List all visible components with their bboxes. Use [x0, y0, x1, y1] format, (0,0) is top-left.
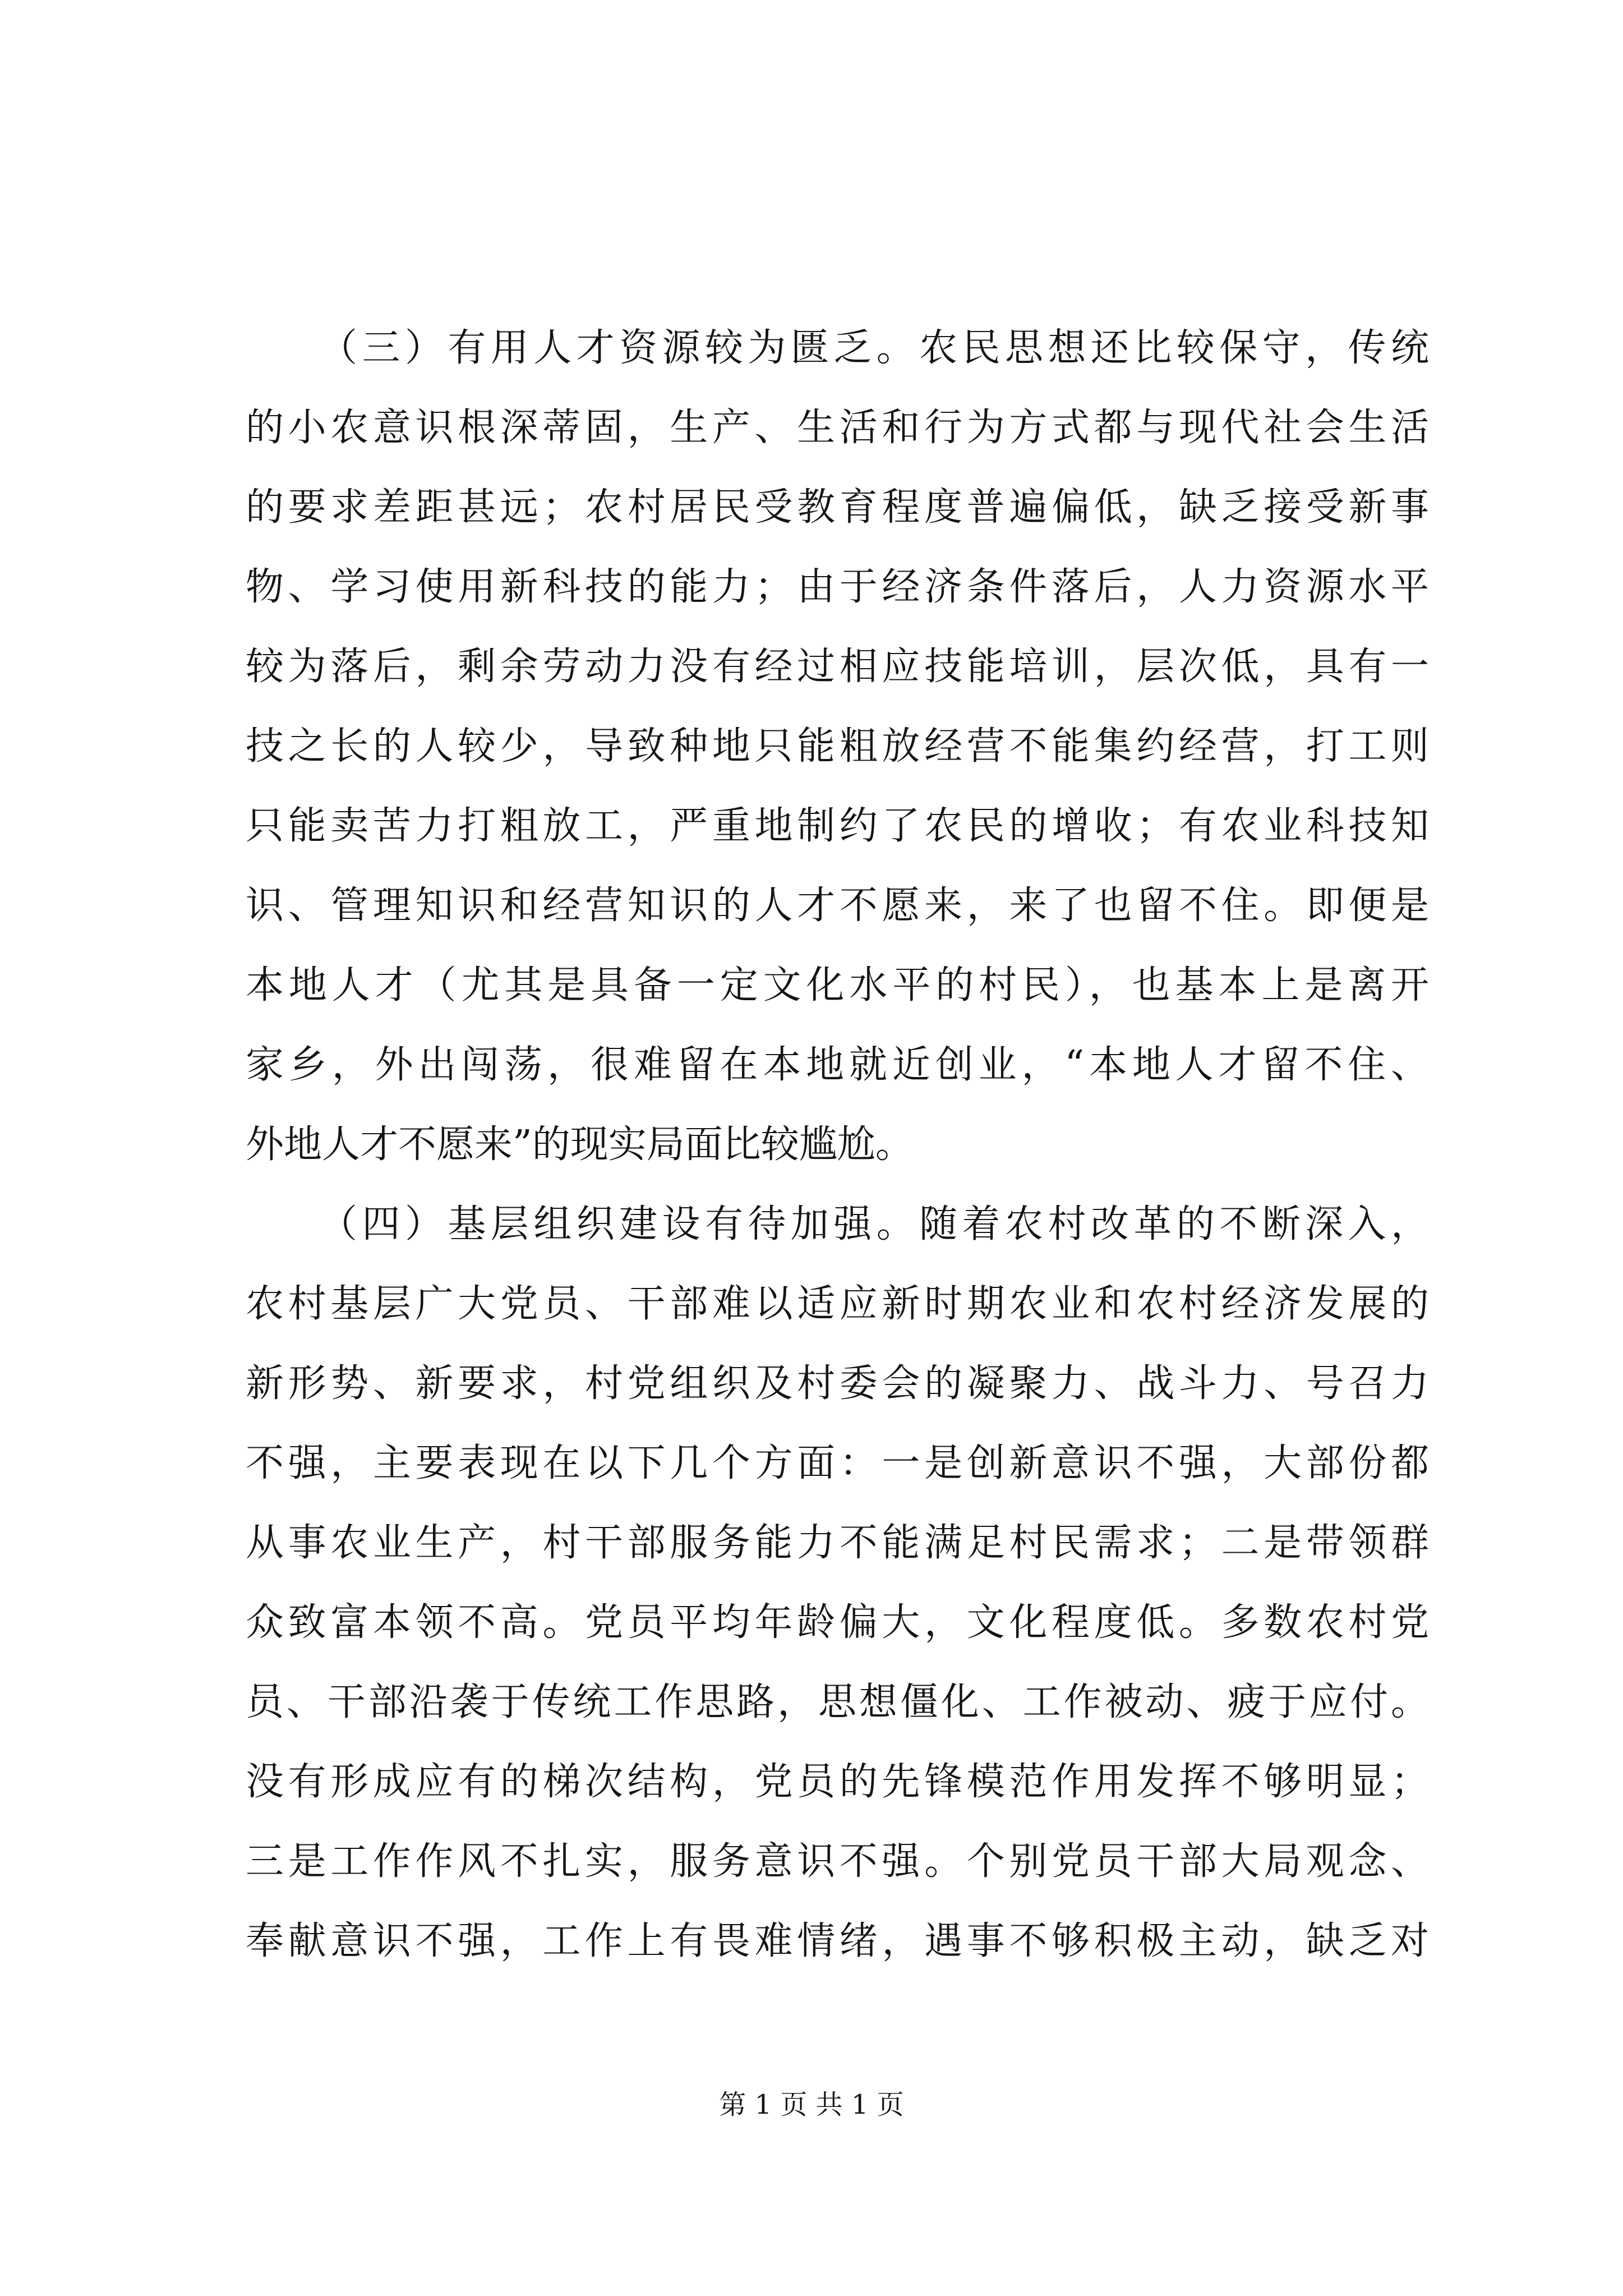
- paragraph-4: [246, 1185, 1429, 1981]
- text-line: 的小农意识根深蒂固，生产、生活和行为方式都与现代社会生活: [246, 406, 1429, 450]
- text-line: 没有形成应有的梯次结构，党员的先锋模范作用发挥不够明显；: [246, 1760, 1429, 1804]
- text-line: 外地人才不愿来”的现实局面比较尴尬。: [246, 1122, 914, 1167]
- text-line: 奉献意识不强，工作上有畏难情绪，遇事不够积极主动，缺乏对: [246, 1919, 1429, 1963]
- text-line: 新形势、新要求，村党组织及村委会的凝聚力、战斗力、号召力: [246, 1361, 1429, 1406]
- text-line: 的要求差距甚远；农村居民受教育程度普遍偏低，缺乏接受新事: [246, 485, 1429, 530]
- text-line: 物、学习使用新科技的能力；由于经济条件落后，人力资源水平: [246, 565, 1429, 609]
- document-body: [246, 309, 1429, 1981]
- text-line: 不强，主要表现在以下几个方面：一是创新意识不强，大部份都: [246, 1441, 1429, 1485]
- text-line: （三）有用人才资源较为匮乏。农民思想还比较保守，传统: [319, 326, 1429, 370]
- text-line: 从事农业生产，村干部服务能力不能满足村民需求；二是带领群: [246, 1521, 1429, 1565]
- text-line: 只能卖苦力打粗放工，严重地制约了农民的增收；有农业科技知: [246, 804, 1429, 848]
- text-line: 技之长的人较少，导致种地只能粗放经营不能集约经营，打工则: [246, 724, 1429, 769]
- text-line: 三是工作作风不扎实，服务意识不强。个别党员干部大局观念、: [246, 1839, 1429, 1884]
- text-line: 农村基层广大党员、干部难以适应新时期农业和农村经济发展的: [246, 1282, 1429, 1326]
- text-line: 家乡，外出闯荡，很难留在本地就近创业，“本地人才留不住、: [246, 1043, 1429, 1087]
- text-line: （四）基层组织建设有待加强。随着农村改革的不断深入，: [319, 1202, 1429, 1246]
- text-line: 员、干部沿袭于传统工作思路，思想僵化、工作被动、疲于应付。: [246, 1680, 1429, 1724]
- paragraph-3: [246, 309, 1429, 1185]
- text-line: 众致富本领不高。党员平均年龄偏大，文化程度低。多数农村党: [246, 1600, 1429, 1645]
- text-line: 较为落后，剩余劳动力没有经过相应技能培训，层次低，具有一: [246, 645, 1429, 689]
- page-number-footer: 第 1 页 共 1 页: [719, 2089, 904, 2120]
- text-line: 识、管理知识和经营知识的人才不愿来，来了也留不住。即便是: [246, 884, 1429, 928]
- text-line: 本地人才（尤其是具备一定文化水平的村民），也基本上是离开: [246, 963, 1429, 1007]
